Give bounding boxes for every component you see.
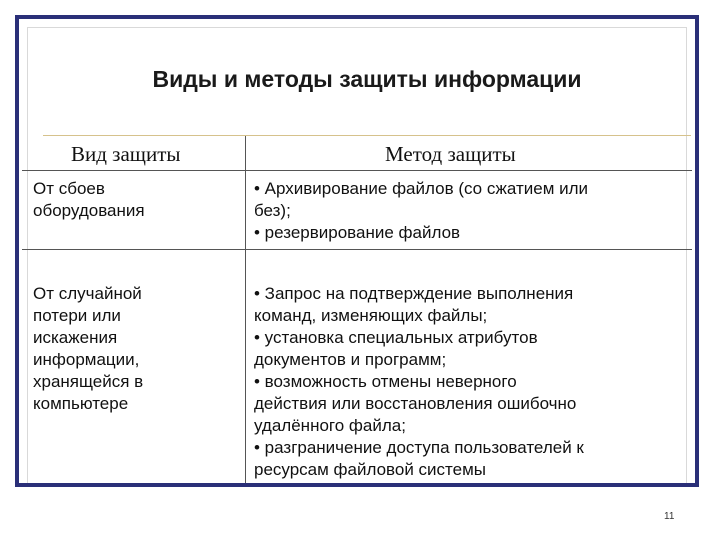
row2-method-line: команд, изменяющих файлы;	[254, 306, 488, 325]
row1-type-line: оборудования	[33, 201, 145, 220]
row2-method-line: удалённого файла;	[254, 416, 406, 435]
row2-type-cell	[33, 283, 143, 415]
row1-method-cell	[254, 178, 588, 244]
header-type: Вид защиты	[71, 142, 181, 166]
row2-method-cell	[254, 283, 584, 481]
row2-type-line: искажения	[33, 328, 118, 347]
row2-type-line: потери или	[33, 306, 121, 325]
row2-type-line: хранящейся в	[33, 372, 144, 391]
slide-title: Виды и методы защиты информации	[152, 66, 582, 92]
row2-type-line: информации,	[33, 350, 140, 369]
row2-type-line: компьютере	[33, 394, 129, 413]
row2-method-line: • возможность отмены неверного	[254, 372, 517, 391]
row2-method-line: • установка специальных атрибутов	[254, 328, 538, 347]
row1-method-line: без);	[254, 201, 291, 220]
slide-frame	[15, 15, 699, 487]
row1-type-cell	[33, 178, 145, 222]
row1-type-line: От сбоев	[33, 179, 105, 198]
row2-type-line: От случайной	[33, 284, 142, 303]
row2-method-line: • Запрос на подтверждение выполнения	[254, 284, 574, 303]
row2-method-line: • разграничение доступа пользователей к	[254, 438, 584, 457]
header-method: Метод защиты	[385, 142, 516, 166]
row1-method-line: • резервирование файлов	[254, 223, 461, 242]
table-row-divider	[22, 249, 692, 250]
row1-method-line: • Архивирование файлов (со сжатием или	[254, 179, 589, 198]
table-header-divider	[22, 170, 692, 171]
page-number: 11	[664, 511, 675, 522]
row2-method-line: действия или восстановления ошибочно	[254, 394, 577, 413]
row2-method-line: документов и программ;	[254, 350, 447, 369]
title-divider	[43, 135, 691, 136]
row2-method-line: ресурсам файловой системы	[254, 460, 487, 479]
table-column-divider	[245, 136, 246, 487]
